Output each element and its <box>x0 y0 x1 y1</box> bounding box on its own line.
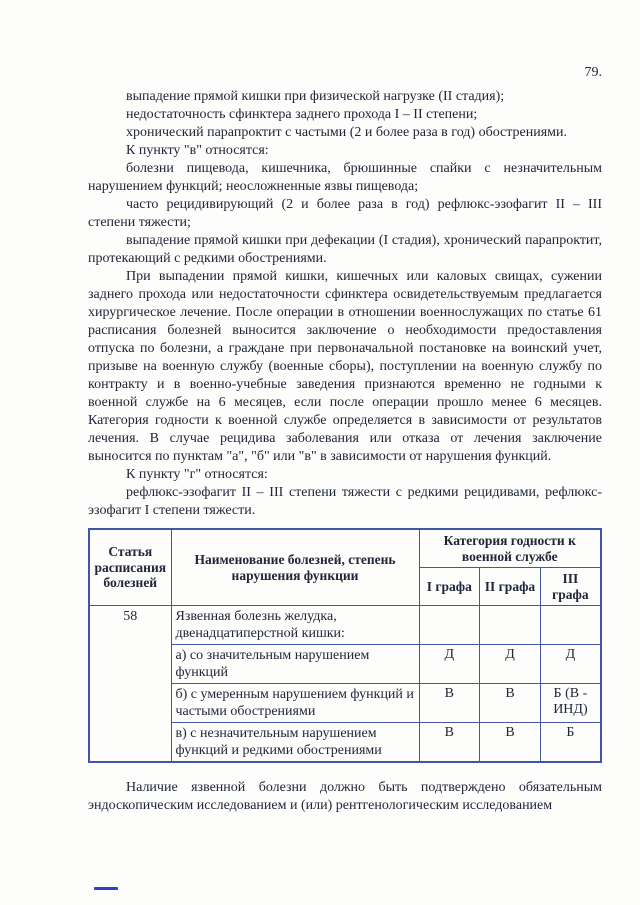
table-header-grafa-1: I графа <box>419 568 480 606</box>
grade-cell-1 <box>419 606 480 645</box>
table-header-article: Статья расписания болезней <box>89 529 171 606</box>
grade-cell-1: Д <box>419 645 480 684</box>
table-header-grafa-3: III графа <box>540 568 601 606</box>
paragraph: недостаточность сфинктера заднего прохода I – II степени; <box>126 107 478 122</box>
grade-cell-1: В <box>419 723 480 763</box>
grade-cell-3 <box>540 606 601 645</box>
disease-schedule-table <box>88 528 602 763</box>
paragraph: выпадение прямой кишки при дефекации (I стадия), хронический парапроктит, протекающий с редкими обострениями. <box>88 233 602 266</box>
disease-name-cell: Язвенная болезнь желудка, двенадцатиперстной кишки: <box>171 606 419 645</box>
disease-name-cell: а) со значительным нарушением функций <box>171 645 419 684</box>
paragraph: рефлюкс-эзофагит II – III степени тяжести с редкими рецидивами, рефлюкс-эзофагит I степени тяжести. <box>88 485 602 518</box>
disease-name-cell: в) с незначительным нарушением функций и редкими обострениями <box>171 723 419 763</box>
table-header-row <box>89 529 601 568</box>
grade-cell-3: Б (В - ИНД) <box>540 684 601 723</box>
grade-cell-2 <box>480 606 541 645</box>
grade-cell-2: Д <box>480 645 541 684</box>
paragraph: При выпадении прямой кишки, кишечных или каловых свищах, сужении заднего прохода или недостаточности сфинктера освидетельствуемым предлагается хирургическое лечение. После операции в отношении военнослужащих по статье 61 расписания болезней выносится заключение о необходимости предоставления отпуска по болезни, а граждане при первоначальной постановке на воинский учет, призыве на военную службу (военные сборы), поступлении на военную службу по контракту и в военно-учебные заведения признаются временно не годными к военной службе на 6 месяцев, если после операции прошло менее 6 месяцев. Категория годности к военной службе определяется в зависимости от результатов лечения. В случае рецидива заболевания или отказа от лечения заключение выносится по пунктам "а", "б" или "в" в зависимости от нарушения функций. <box>88 269 602 464</box>
article-number-cell: 58 <box>89 606 171 763</box>
disease-name-cell: б) с умеренным нарушением функций и частыми обострениями <box>171 684 419 723</box>
table-header-grafa-2: II графа <box>480 568 541 606</box>
paragraph: К пункту "в" относятся: <box>126 143 269 158</box>
grade-cell-2: В <box>480 723 541 763</box>
table-row <box>89 606 601 645</box>
page-number: 79. <box>584 65 602 80</box>
paragraph: болезни пищевода, кишечника, брюшинные спайки с незначительным нарушением функций; неосложненные язвы пищевода; <box>88 161 602 194</box>
table-head <box>89 529 601 606</box>
closing-paragraph: Наличие язвенной болезни должно быть подтверждено обязательным эндоскопическим исследованием и (или) рентгенологическим исследованием <box>88 780 602 813</box>
grade-cell-2: В <box>480 684 541 723</box>
document-body <box>88 88 602 520</box>
table-header-name: Наименование болезней, степень нарушения функции <box>171 529 419 606</box>
paragraph: выпадение прямой кишки при физической нагрузке (II стадия); <box>126 89 505 104</box>
scan-artifact-line <box>94 887 118 890</box>
paragraph: часто рецидивирующий (2 и более раза в год) рефлюкс-эзофагит II – III степени тяжести; <box>88 197 602 230</box>
table-header-category: Категория годности к военной службе <box>419 529 601 568</box>
grade-cell-3: Д <box>540 645 601 684</box>
paragraph: К пункту "г" относятся: <box>126 467 268 482</box>
grade-cell-1: В <box>419 684 480 723</box>
paragraph: хронический парапроктит с частыми (2 и более раза в год) обострениями. <box>126 125 568 140</box>
table-body <box>89 606 601 763</box>
grade-cell-3: Б <box>540 723 601 763</box>
